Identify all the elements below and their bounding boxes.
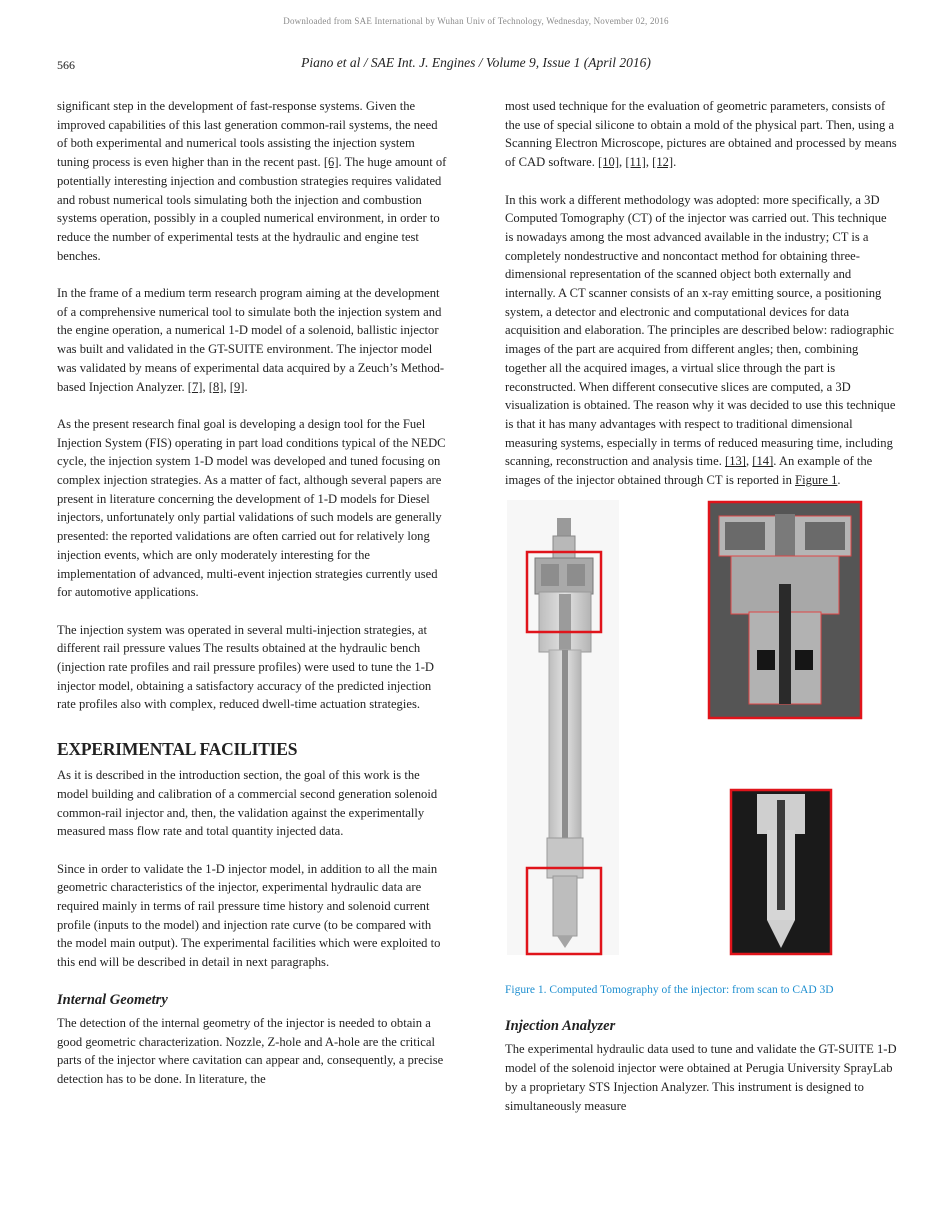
paragraph: In this work a different methodology was adopted: more specifically, a 3D Computed Tomography (CT) of the injector was carried out. This technique is nowadays among the most advanced available in the industry; CT is a completely nondestructive and noncontact method for obtaining three-dimensional representation of the scanned object both externally and internally. A CT scanner consists of an x-ray emitting source, a positioning system, a detector and electronic and computational devices for data acquisition and elaboration. The principles are described below: radiographic images of the part are acquired from different angles; then, combining together all the acquired images, a virtual slice through the part is reconstructed. When different consecutive slices are computed, a 3D visualization is obtained. The reason why it was decided to use this technique is that it has many advantages with respect to traditional dimensional measuring systems, especially in terms of reduced measuring time, including scanning, reconstruction and analysis time. [13], [14]. An example of the images of the injector obtained through CT is reported in Figure 1. (505, 192, 896, 488)
paragraph: As the present research final goal is developing a design tool for the Fuel Injection System (FIS) operating in part load conditions typical of the NEDC cycle, the injection system 1-D model was developed and tuned focusing on complex injection strategies. As a matter of fact, although several papers are present in literature concerning the development of 1-D models for Diesel injectors, unfortunately only partial validations of such models are generally presented: the reported validations are often carried out for relatively long injection events, which are only moderately interesting for the implementation of advanced, multi-event injection strategies currently used for automotive applications. (57, 416, 446, 600)
right-column (505, 97, 897, 1115)
citation-link[interactable]: [13] (725, 454, 746, 469)
paragraph: The injection system was operated in several multi-injection strategies, at different rail pressure values The results obtained at the hydraulic bench (injection rate profiles and rail pressure profiles) were used to tune the 1-D injector model, obtaining a satisfactory accuracy of the predicted injection rate profiles also with complex, reduced dwell-time actuation strategies. (57, 622, 434, 712)
paragraph: most used technique for the evaluation of geometric parameters, consists of the use of special silicone to obtain a mold of the physical part. Then, using a Scanning Electron Microscope, pictures are obtained and processed by means of CAD software. [10], [11], [12]. (505, 99, 897, 170)
citation-link[interactable]: [9] (229, 379, 245, 394)
running-head: Piano et al / SAE Int. J. Engines / Volume 9, Issue 1 (April 2016) (301, 55, 651, 70)
subsection-heading: Internal Geometry (57, 991, 168, 1008)
page-number: 566 (57, 58, 75, 72)
figure-caption: Figure 1. Computed Tomography of the injector: from scan to CAD 3D (505, 983, 834, 996)
download-watermark: Downloaded from SAE International by Wuhan Univ of Technology, Wednesday, November 02, 2016 (283, 16, 669, 26)
citation-link[interactable]: [6] (323, 155, 339, 170)
full-injector-scan (507, 500, 619, 955)
upper-ct-detail (709, 502, 861, 718)
paragraph: In the frame of a medium term research program aiming at the development of a comprehensive numerical tool to simulate both the injection system and the engine operation, a numerical 1-D model of a solenoid, ballistic injector was built and validated in the GT-SUITE environment. The injector model was validated by means of experimental data acquired by a Zeuch’s Method-based Injection Analyzer. [7], [8], [9]. (57, 286, 445, 394)
citation-link[interactable]: [11] (625, 155, 646, 170)
paragraph: significant step in the development of fast-response systems. Given the improved capabilities of this last generation common-rail systems, the need of both experimental and numerical tools assisting the injection system tuning process is even higher than in the recent past. [6]. The huge amount of potentially interesting injection and combustion strategies requires validated and robust numerical tools simulating both the injection and combustion systems operation, possibly in a coupled numerical environment, in order to reduce the number of experimental tests at the hydraulic and engine test benches. (57, 99, 447, 263)
ct-injector-image (505, 500, 897, 970)
ct-figure (505, 500, 897, 970)
paragraph: Since in order to validate the 1-D injector model, in addition to all the main geometric characteristics of the injector, experimental hydraulic data are required mainly in terms of rail pressure time history and solenoid current profile (inputs to the model) and injection rate curve (to be compared with the model main output). The experimental facilities which were exploited to this end will be described in detail in next paragraphs. (57, 861, 441, 970)
section-heading: EXPERIMENTAL FACILITIES (57, 739, 298, 760)
citation-link[interactable]: [7] (187, 379, 203, 394)
figure-link[interactable]: Figure 1 (795, 473, 838, 488)
citation-link[interactable]: [10] (598, 155, 620, 170)
citation-link[interactable]: [12] (652, 155, 674, 170)
subsection-heading: Injection Analyzer (505, 1018, 616, 1035)
left-column (57, 97, 449, 1089)
citation-link[interactable]: [14] (752, 454, 774, 469)
paragraph: The experimental hydraulic data used to tune and validate the GT-SUITE 1-D model of the solenoid injector were obtained at Perugia University SprayLab by a proprietary STS Injection Analyzer. This instrument is designed to simultaneously measure (505, 1042, 897, 1113)
paragraph: As it is described in the introduction section, the goal of this work is the model building and calibration of a commercial second generation solenoid common-rail injector and, then, the validation against the experimentally measured mass flow rate and total quantity injected data. (57, 768, 438, 839)
paragraph: The detection of the internal geometry of the injector is needed to obtain a good geometric characterization. Nozzle, Z-hole and A-hole are the critical parts of the injector where cavitation can appear and, consequently, a precise detection has to be done. In literature, the (57, 1015, 444, 1086)
citation-link[interactable]: [8] (208, 379, 224, 394)
lower-ct-detail (731, 790, 831, 954)
